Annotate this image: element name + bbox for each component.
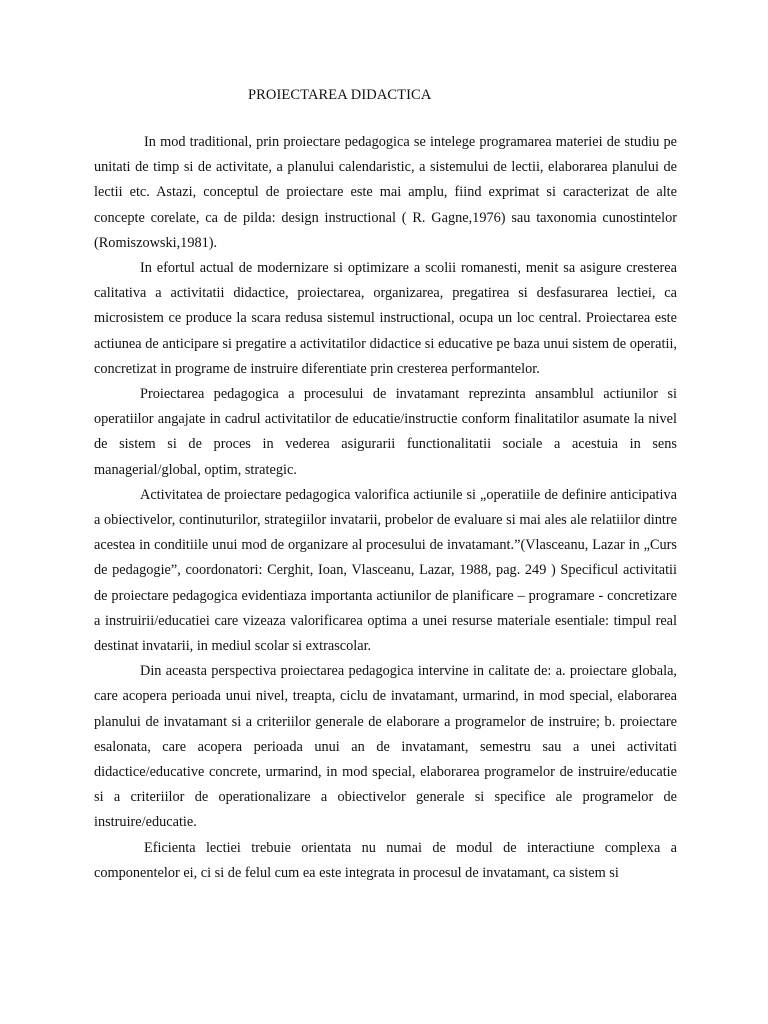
paragraph-4: Activitatea de proiectare pedagogica valorifica actiunile si „operatiile de definire anticipativa a obiectivelor, continuturilor, strategiilor invatarii, probelor de evaluare si mai ales ale relatiilor dintre acestea in conditiile unui mod de organizare al procesului de invatamant.”(Vlasceanu, Lazar in „Curs de pedagogie”, coordonatori: Cerghit, Ioan, Vlasceanu, Lazar, 1988, pag. 249 ) Specificul activitatii de proiectare pedagogica evidentiaza importanta actiunilor de planificare – programare - concretizare a instruirii/educatiei care vizeaza valorificarea optima a unei resurse materiale esentiale: timpul real destinat invatarii, in mediul scolar si extrascolar. [94,486,677,655]
paragraph-5: Din aceasta perspectiva proiectarea pedagogica intervine in calitate de: a. proiectare globala, care acopera perioada unui nivel, treapta, ciclu de invatamant, urmarind, in mod special, elaborarea planului de invatamant si a criteriilor generale de elaborare a programelor de instruire; b. proiectare esalonata, care acopera perioada unui an de invatamant, semestru sau a unei activitati didactice/educative concrete, urmarind, in mod special, elaborarea programelor de instruire/educatie si a criteriilor de operationalizare a obiectivelor generale si specifice ale programelor de instruire/educatie. [94,663,677,831]
paragraph-1: In mod traditional, prin proiectare pedagogica se intelege programarea materiei de studiu pe unitati de timp si de activitate, a planului calendaristic, a sistemului de lectii, elaborarea planului de lectii etc. Astazi, conceptul de proiectare este mai amplu, fiind exprimat si caracterizat de alte concepte corelate, ca de pilda: design instructional ( R. Gagne,1976) sau taxonomia cunostintelor (Romiszowski,1981). [94,134,677,251]
paragraph-6: Eficienta lectiei trebuie orientata nu numai de modul de interactiune complexa a componentelor ei, ci si de felul cum ea este integrata in procesul de invatamant, ca sistem si [94,839,677,881]
paragraph-3: Proiectarea pedagogica a procesului de invatamant reprezinta ansamblul actiunilor si operatiilor angajate in cadrul activitatilor de educatie/instructie conform finalitatilor asumate la nivel de sistem si de proces in vederea asigurarii functionalitatii sociale a acestuia in sens managerial/global, optim, strategic. [94,386,677,478]
paragraph-2: In efortul actual de modernizare si optimizare a scolii romanesti, menit sa asigure cresterea calitativa a activitatii didactice, proiectarea, organizarea, pregatirea si desfasurarea lectiei, ca microsistem ce produce la scara redusa sistemul instructional, ocupa un loc central. Proiectarea este actiunea de anticipare si pregatire a activitatilor didactice si educative pe baza unui sistem de operatii, concretizat in programe de instruire diferentiate prin cresterea performantelor. [94,260,677,377]
document-body [94,130,677,886]
document-title: PROIECTAREA DIDACTICA [248,87,432,103]
